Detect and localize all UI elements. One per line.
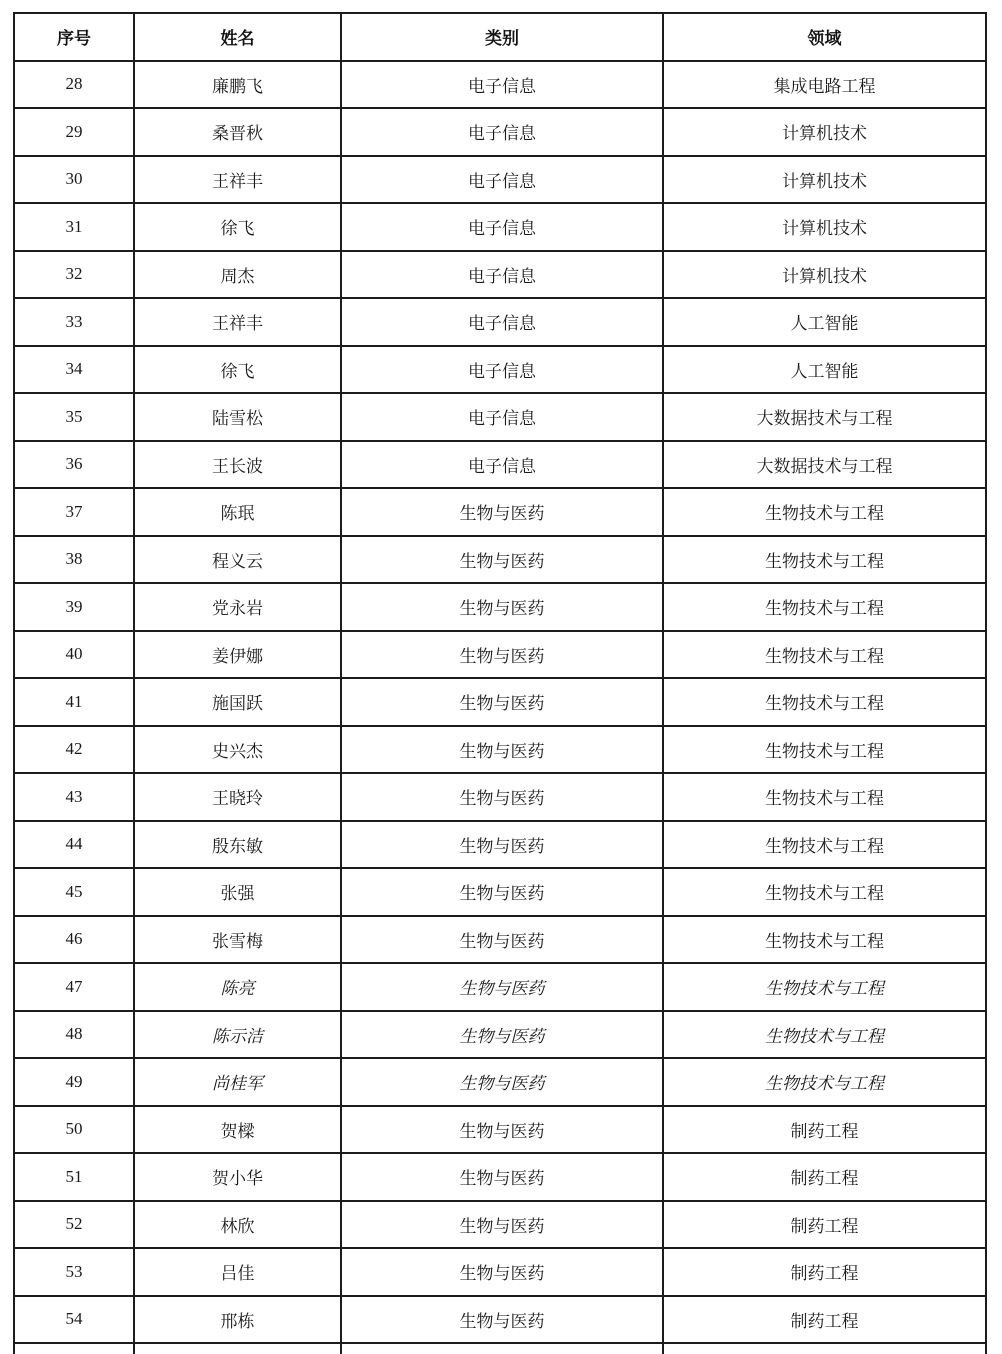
cell-category: 生物与医药	[341, 536, 663, 584]
table-row	[14, 441, 986, 489]
table-row	[14, 1058, 986, 1106]
cell-category: 生物与医药	[341, 1011, 663, 1059]
cell-category: 电子信息	[341, 203, 663, 251]
cell-field: 生物技术与工程	[663, 773, 986, 821]
table-cell-cutoff	[14, 1343, 134, 1354]
table-row	[14, 963, 986, 1011]
table-row	[14, 298, 986, 346]
cell-name: 陈亮	[134, 963, 341, 1011]
cell-name: 徐飞	[134, 203, 341, 251]
table-row	[14, 156, 986, 204]
table-row	[14, 1011, 986, 1059]
cell-name: 党永岩	[134, 583, 341, 631]
cell-field: 生物技术与工程	[663, 536, 986, 584]
cell-name: 徐飞	[134, 346, 341, 394]
cell-field: 计算机技术	[663, 108, 986, 156]
table-cell-cutoff	[134, 1343, 341, 1354]
cell-field: 生物技术与工程	[663, 963, 986, 1011]
cell-field: 生物技术与工程	[663, 726, 986, 774]
cell-field: 大数据技术与工程	[663, 441, 986, 489]
cell-name: 殷东敏	[134, 821, 341, 869]
table-row	[14, 536, 986, 584]
table-row	[14, 1153, 986, 1201]
header-serial-number: 序号	[14, 13, 134, 61]
table-cell-cutoff	[341, 1343, 663, 1354]
cell-field: 生物技术与工程	[663, 821, 986, 869]
cell-name: 陈示洁	[134, 1011, 341, 1059]
cell-serial-number: 32	[14, 251, 134, 299]
cell-serial-number: 29	[14, 108, 134, 156]
cell-serial-number: 49	[14, 1058, 134, 1106]
cell-serial-number: 46	[14, 916, 134, 964]
table-row	[14, 726, 986, 774]
cell-field: 生物技术与工程	[663, 583, 986, 631]
cell-serial-number: 48	[14, 1011, 134, 1059]
cell-name: 王祥丰	[134, 298, 341, 346]
cell-field: 计算机技术	[663, 156, 986, 204]
cell-name: 桑晋秋	[134, 108, 341, 156]
cell-serial-number: 44	[14, 821, 134, 869]
cell-category: 电子信息	[341, 441, 663, 489]
cell-field: 生物技术与工程	[663, 1058, 986, 1106]
cell-field: 生物技术与工程	[663, 488, 986, 536]
cell-field: 制药工程	[663, 1153, 986, 1201]
cell-serial-number: 41	[14, 678, 134, 726]
cell-serial-number: 35	[14, 393, 134, 441]
table-row	[14, 678, 986, 726]
cell-category: 电子信息	[341, 251, 663, 299]
document-page	[13, 12, 985, 1354]
cell-field: 人工智能	[663, 298, 986, 346]
cell-name: 周杰	[134, 251, 341, 299]
cell-serial-number: 47	[14, 963, 134, 1011]
cell-serial-number: 34	[14, 346, 134, 394]
table-body	[14, 61, 986, 1354]
cell-serial-number: 42	[14, 726, 134, 774]
cell-name: 王长波	[134, 441, 341, 489]
cell-name: 贺小华	[134, 1153, 341, 1201]
table-row	[14, 631, 986, 679]
cell-category: 生物与医药	[341, 1201, 663, 1249]
cell-name: 邢栋	[134, 1296, 341, 1344]
cell-category: 生物与医药	[341, 916, 663, 964]
table-row	[14, 868, 986, 916]
header-category: 类别	[341, 13, 663, 61]
cell-field: 制药工程	[663, 1248, 986, 1296]
cell-serial-number: 31	[14, 203, 134, 251]
cell-serial-number: 53	[14, 1248, 134, 1296]
cell-serial-number: 28	[14, 61, 134, 109]
cell-name: 姜伊娜	[134, 631, 341, 679]
cell-name: 王祥丰	[134, 156, 341, 204]
cell-name: 张强	[134, 868, 341, 916]
table-row	[14, 203, 986, 251]
cell-serial-number: 37	[14, 488, 134, 536]
cell-field: 计算机技术	[663, 203, 986, 251]
table-row	[14, 108, 986, 156]
cell-name: 程义云	[134, 536, 341, 584]
cell-field: 生物技术与工程	[663, 678, 986, 726]
cell-serial-number: 39	[14, 583, 134, 631]
cell-field: 生物技术与工程	[663, 916, 986, 964]
cell-serial-number: 30	[14, 156, 134, 204]
cell-category: 电子信息	[341, 298, 663, 346]
cell-serial-number: 54	[14, 1296, 134, 1344]
cell-serial-number: 40	[14, 631, 134, 679]
cell-category: 生物与医药	[341, 773, 663, 821]
cell-name: 张雪梅	[134, 916, 341, 964]
cell-name: 林欣	[134, 1201, 341, 1249]
cell-name: 尚桂军	[134, 1058, 341, 1106]
cell-field: 制药工程	[663, 1296, 986, 1344]
cell-name: 陆雪松	[134, 393, 341, 441]
cell-category: 生物与医药	[341, 678, 663, 726]
table-row	[14, 821, 986, 869]
cell-name: 贺樑	[134, 1106, 341, 1154]
cell-serial-number: 43	[14, 773, 134, 821]
cell-field: 制药工程	[663, 1201, 986, 1249]
table-row	[14, 251, 986, 299]
cell-field: 生物技术与工程	[663, 868, 986, 916]
cell-category: 生物与医药	[341, 1248, 663, 1296]
cell-name: 史兴杰	[134, 726, 341, 774]
cell-category: 生物与医药	[341, 821, 663, 869]
table-row	[14, 488, 986, 536]
cell-name: 陈珉	[134, 488, 341, 536]
cell-serial-number: 45	[14, 868, 134, 916]
cell-category: 电子信息	[341, 108, 663, 156]
cell-category: 生物与医药	[341, 726, 663, 774]
cell-field: 计算机技术	[663, 251, 986, 299]
table-row	[14, 583, 986, 631]
cell-category: 生物与医药	[341, 1058, 663, 1106]
cell-serial-number: 50	[14, 1106, 134, 1154]
cell-name: 廉鹏飞	[134, 61, 341, 109]
cell-category: 生物与医药	[341, 631, 663, 679]
cell-category: 电子信息	[341, 61, 663, 109]
table-header-row	[14, 13, 986, 61]
table-row	[14, 1106, 986, 1154]
table-row	[14, 61, 986, 109]
table-row	[14, 916, 986, 964]
cell-category: 生物与医药	[341, 1106, 663, 1154]
cell-field: 大数据技术与工程	[663, 393, 986, 441]
cell-serial-number: 38	[14, 536, 134, 584]
table-row-cutoff	[14, 1343, 986, 1354]
cell-category: 电子信息	[341, 346, 663, 394]
cell-field: 制药工程	[663, 1106, 986, 1154]
table-row	[14, 1248, 986, 1296]
table-row	[14, 1296, 986, 1344]
cell-serial-number: 33	[14, 298, 134, 346]
table-row	[14, 773, 986, 821]
cell-category: 电子信息	[341, 393, 663, 441]
cell-category: 生物与医药	[341, 868, 663, 916]
cell-serial-number: 51	[14, 1153, 134, 1201]
cell-field: 人工智能	[663, 346, 986, 394]
cell-category: 生物与医药	[341, 488, 663, 536]
cell-name: 施国跃	[134, 678, 341, 726]
cell-category: 生物与医药	[341, 1153, 663, 1201]
cell-category: 生物与医药	[341, 583, 663, 631]
table-row	[14, 1201, 986, 1249]
cell-category: 生物与医药	[341, 963, 663, 1011]
cell-field: 生物技术与工程	[663, 631, 986, 679]
table-row	[14, 393, 986, 441]
header-name: 姓名	[134, 13, 341, 61]
header-field: 领域	[663, 13, 986, 61]
cell-field: 集成电路工程	[663, 61, 986, 109]
cell-serial-number: 36	[14, 441, 134, 489]
table-row	[14, 346, 986, 394]
table-cell-cutoff	[663, 1343, 986, 1354]
roster-table	[13, 12, 987, 1354]
cell-field: 生物技术与工程	[663, 1011, 986, 1059]
cell-category: 生物与医药	[341, 1296, 663, 1344]
cell-category: 电子信息	[341, 156, 663, 204]
cell-name: 吕佳	[134, 1248, 341, 1296]
cell-serial-number: 52	[14, 1201, 134, 1249]
cell-name: 王晓玲	[134, 773, 341, 821]
